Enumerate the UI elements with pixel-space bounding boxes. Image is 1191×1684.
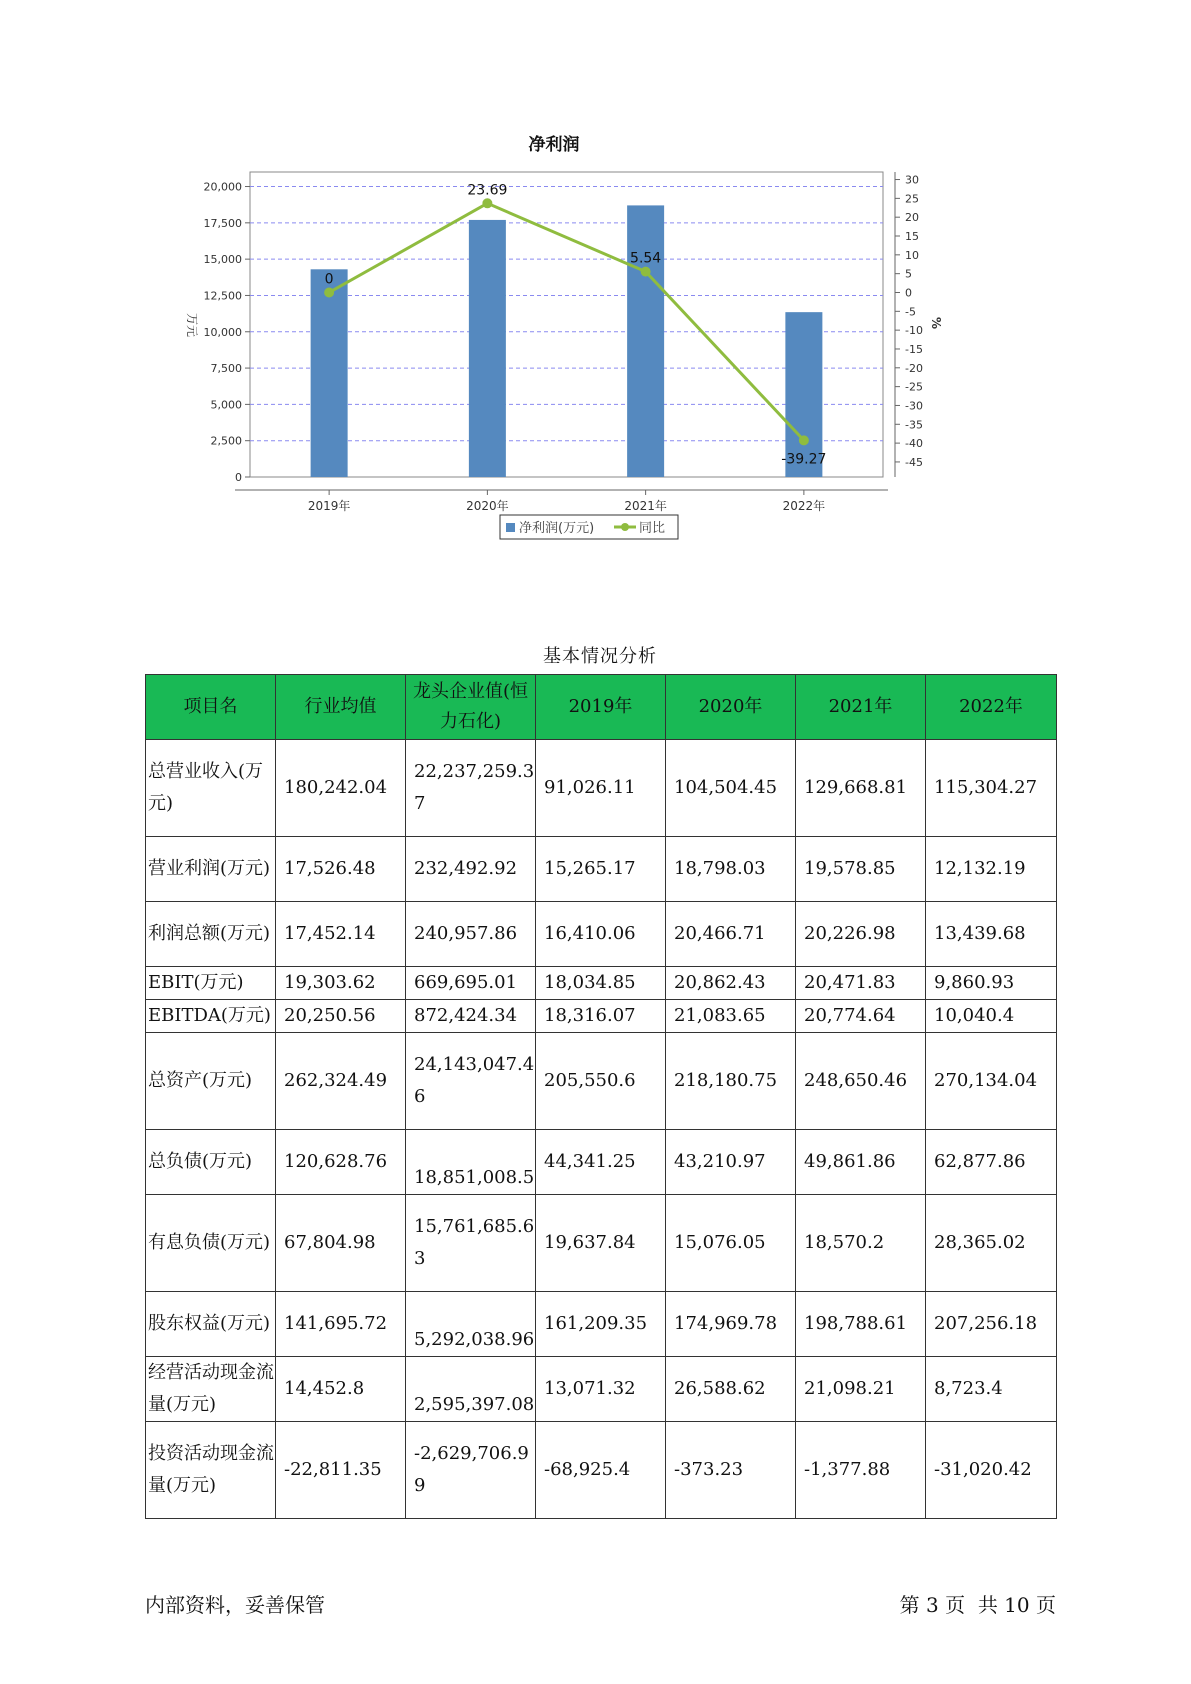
- cell-value: 15,076.05: [666, 1195, 796, 1292]
- cell-value: 20,862.43: [666, 967, 796, 1000]
- cell-value: 28,365.02: [926, 1195, 1057, 1292]
- cell-value: 115,304.27: [926, 740, 1057, 837]
- y2-tick-label: 20: [905, 211, 919, 225]
- cell-value: 270,134.04: [926, 1033, 1057, 1130]
- yoy-data-label: 0: [324, 271, 334, 288]
- cell-value: 104,504.45: [666, 740, 796, 837]
- bar-2019年: [311, 269, 348, 477]
- header-item-name: 项目名: [146, 675, 276, 740]
- cell-value: 232,492.92: [406, 837, 536, 902]
- y2-tick-label: -5: [905, 305, 916, 319]
- legend-line-marker: [621, 523, 629, 531]
- y-tick-label: 0: [235, 471, 242, 484]
- cell-value: 129,668.81: [796, 740, 926, 837]
- y-tick-label: 10,000: [203, 325, 242, 339]
- y-tick-label: 12,500: [203, 289, 242, 303]
- table-header-row: [146, 675, 1057, 740]
- y2-tick-label: -30: [905, 399, 923, 413]
- row-label: 股东权益(万元): [146, 1292, 276, 1357]
- table-row: [146, 1000, 1057, 1033]
- cell-value: 262,324.49: [276, 1033, 406, 1130]
- y2-tick-label: -20: [905, 361, 923, 375]
- row-label: 有息负债(万元): [146, 1195, 276, 1292]
- cell-value: 13,071.32: [536, 1357, 666, 1422]
- cell-value: 18,034.85: [536, 967, 666, 1000]
- header-industry-avg: 行业均值: [276, 675, 406, 740]
- y-tick-label: 20,000: [203, 180, 242, 194]
- cell-value: 21,098.21: [796, 1357, 926, 1422]
- cell-value: 872,424.34: [406, 1000, 536, 1033]
- cell-value: 20,471.83: [796, 967, 926, 1000]
- cell-value: 9,860.93: [926, 967, 1057, 1000]
- confidential-note: 内部资料，妥善保管: [145, 1593, 325, 1617]
- cell-value: 198,788.61: [796, 1292, 926, 1357]
- header-leader-value: 龙头企业值(恒力石化): [406, 675, 536, 740]
- y-tick-label: 7,500: [210, 362, 242, 376]
- cell-value: 10,040.4: [926, 1000, 1057, 1033]
- yoy-point-2020年: [482, 198, 492, 208]
- cell-value: 180,242.04: [276, 740, 406, 837]
- table-row: [146, 1130, 1057, 1195]
- cell-value: 161,209.35: [536, 1292, 666, 1357]
- cell-value: 141,695.72: [276, 1292, 406, 1357]
- cell-value: 15,265.17: [536, 837, 666, 902]
- cell-value: 18,570.2: [796, 1195, 926, 1292]
- cell-value: 8,723.4: [926, 1357, 1057, 1422]
- cell-value: 18,798.03: [666, 837, 796, 902]
- table-row: [146, 1195, 1057, 1292]
- row-label: EBIT(万元): [146, 967, 276, 1000]
- yoy-data-label: 23.69: [467, 182, 508, 199]
- table-row: [146, 1033, 1057, 1130]
- x-tick-label: 2021年: [624, 499, 667, 513]
- cell-value: -2,629,706.99: [406, 1422, 536, 1519]
- y2-tick-label: -15: [905, 342, 923, 356]
- cell-value: -22,811.35: [276, 1422, 406, 1519]
- table-row: [146, 967, 1057, 1000]
- yoy-point-2019年: [324, 287, 334, 297]
- x-tick-label: 2019年: [307, 499, 351, 513]
- y2-tick-label: -25: [905, 380, 923, 394]
- row-label: 经营活动现金流量(万元): [146, 1357, 276, 1422]
- page-number: 第 3 页 共 10 页: [899, 1593, 1056, 1617]
- cell-value: 120,628.76: [276, 1130, 406, 1195]
- header-2022: 2022年: [926, 675, 1057, 740]
- header-2020: 2020年: [666, 675, 796, 740]
- cell-value: 248,650.46: [796, 1033, 926, 1130]
- table-row: [146, 1292, 1057, 1357]
- yoy-data-label: 5.54: [630, 250, 662, 267]
- header-2019: 2019年: [536, 675, 666, 740]
- row-label: 利润总额(万元): [146, 902, 276, 967]
- basic-analysis-table: [145, 674, 1057, 1519]
- legend-bar-label: 净利润(万元): [519, 521, 595, 536]
- cell-value: 19,578.85: [796, 837, 926, 902]
- cell-value: 44,341.25: [536, 1130, 666, 1195]
- cell-value: 20,774.64: [796, 1000, 926, 1033]
- cell-value: 19,303.62: [276, 967, 406, 1000]
- cell-value: 24,143,047.46: [406, 1033, 536, 1130]
- cell-value: 43,210.97: [666, 1130, 796, 1195]
- cell-value: 62,877.86: [926, 1130, 1057, 1195]
- cell-value: 18,851,008.5: [406, 1130, 536, 1195]
- y-axis-label: 万元: [185, 312, 199, 338]
- table-caption: 基本情况分析: [543, 646, 657, 667]
- bar-2020年: [469, 220, 506, 477]
- cell-value: 21,083.65: [666, 1000, 796, 1033]
- x-tick-label: 2022年: [782, 499, 826, 513]
- cell-value: 2,595,397.08: [406, 1357, 536, 1422]
- table-row: [146, 740, 1057, 837]
- row-label: EBITDA(万元): [146, 1000, 276, 1033]
- row-label: 总资产(万元): [146, 1033, 276, 1130]
- table-row: [146, 902, 1057, 967]
- cell-value: 240,957.86: [406, 902, 536, 967]
- y2-tick-label: 30: [905, 173, 919, 187]
- cell-value: 20,250.56: [276, 1000, 406, 1033]
- legend-line-label: 同比: [639, 521, 666, 536]
- cell-value: 14,452.8: [276, 1357, 406, 1422]
- x-tick-label: 2020年: [466, 499, 509, 513]
- row-label: 营业利润(万元): [146, 837, 276, 902]
- y2-tick-label: 25: [905, 192, 919, 206]
- y2-tick-label: -10: [905, 324, 923, 338]
- y-tick-label: 5,000: [210, 398, 242, 412]
- cell-value: 13,439.68: [926, 902, 1057, 967]
- y2-tick-label: -45: [905, 455, 923, 469]
- cell-value: 17,452.14: [276, 902, 406, 967]
- y-tick-label: 17,500: [203, 216, 242, 230]
- cell-value: 669,695.01: [406, 967, 536, 1000]
- cell-value: 91,026.11: [536, 740, 666, 837]
- row-label: 投资活动现金流量(万元): [146, 1422, 276, 1519]
- cell-value: 12,132.19: [926, 837, 1057, 902]
- yoy-point-2022年: [799, 435, 809, 445]
- yoy-point-2021年: [641, 267, 651, 277]
- cell-value: 5,292,038.96: [406, 1292, 536, 1357]
- y2-tick-label: -40: [905, 437, 923, 451]
- table-row: [146, 837, 1057, 902]
- cell-value: 20,466.71: [666, 902, 796, 967]
- net-profit-chart: [150, 130, 1050, 600]
- cell-value: 205,550.6: [536, 1033, 666, 1130]
- table-row: [146, 1422, 1057, 1519]
- cell-value: 16,410.06: [536, 902, 666, 967]
- row-label: 总负债(万元): [146, 1130, 276, 1195]
- cell-value: 67,804.98: [276, 1195, 406, 1292]
- legend-bar-swatch: [506, 523, 515, 532]
- y-tick-label: 2,500: [210, 434, 242, 448]
- cell-value: -1,377.88: [796, 1422, 926, 1519]
- cell-value: 15,761,685.63: [406, 1195, 536, 1292]
- y2-tick-label: 15: [905, 230, 919, 244]
- cell-value: 207,256.18: [926, 1292, 1057, 1357]
- y-tick-label: 15,000: [203, 253, 242, 267]
- cell-value: 22,237,259.37: [406, 740, 536, 837]
- cell-value: 174,969.78: [666, 1292, 796, 1357]
- header-2021: 2021年: [796, 675, 926, 740]
- row-label: 总营业收入(万元): [146, 740, 276, 837]
- cell-value: 49,861.86: [796, 1130, 926, 1195]
- cell-value: 18,316.07: [536, 1000, 666, 1033]
- y2-tick-label: 0: [905, 286, 912, 300]
- cell-value: 26,588.62: [666, 1357, 796, 1422]
- chart-title: 净利润: [528, 135, 580, 155]
- cell-value: 218,180.75: [666, 1033, 796, 1130]
- cell-value: -31,020.42: [926, 1422, 1057, 1519]
- cell-value: -373.23: [666, 1422, 796, 1519]
- cell-value: -68,925.4: [536, 1422, 666, 1519]
- y2-tick-label: 10: [905, 248, 919, 262]
- chart-canvas: [150, 130, 1050, 600]
- bar-2021年: [627, 205, 664, 477]
- y2-axis-label: %: [929, 316, 943, 330]
- y2-tick-label: -35: [905, 418, 923, 432]
- yoy-data-label: -39.27: [781, 451, 827, 468]
- cell-value: 17,526.48: [276, 837, 406, 902]
- table-row: [146, 1357, 1057, 1422]
- cell-value: 19,637.84: [536, 1195, 666, 1292]
- cell-value: 20,226.98: [796, 902, 926, 967]
- y2-tick-label: 5: [905, 267, 912, 281]
